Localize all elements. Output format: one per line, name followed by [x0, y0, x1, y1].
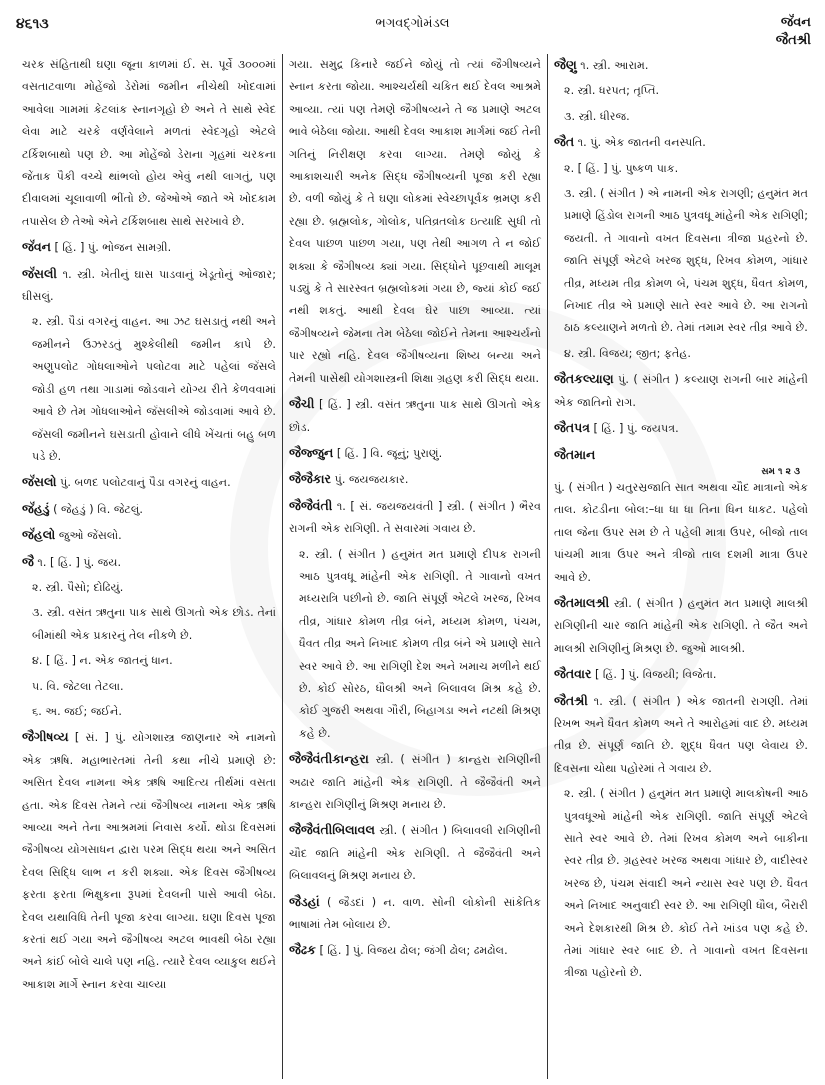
- dictionary-columns: [14, 54, 814, 1079]
- definition-text: ૧. સ્ત્રી. ખેતીનું ઘાસ પાડવાનું ખેડૂતોનું ઓજાર; ઘીસલું.: [22, 267, 276, 304]
- dictionary-entry: [554, 663, 808, 686]
- headword: જૅંવન: [22, 239, 51, 255]
- headword: જૈતવાર: [554, 666, 592, 682]
- definition-text: ૧. પું. એક જાતની વનસ્પતિ.: [577, 136, 706, 150]
- sense-definition: ૨. સ્ત્રી. ( સંગીત ) હનુમંત મત પ્રમાણે દીપક રાગની આઠ પુત્રવધૂ માંહેની એક રાગિણી. તે ગાવાનો વખત મધ્યરાત્રિ પછીનો છે. જાતિ સંપૂર્ણ એટલે ખરજ, રિખવ તીવ્ર, ગાંધાર કોમળ તીવ્ર બંને, મધ્યમ કોમળ, પંચમ, ધૈવત તીવ્ર અને નિખાદ કોમળ તીવ્ર બંને એ પ્રમાણે સાતે સ્વર આવે છે. આ રાગિણી દેશ અને ખમાચ મળીને થઈ છે. કોઈ સોરઠ, ધૌલશ્રી અને બિલાવલ મિશ્ર કહે છે. કોઈ ગુજરી અથવા ગૌરી, બિહાગડા અને નટથી મિશ્રણ કહે છે.: [299, 547, 541, 740]
- page-number: ૪૬૧૩: [16, 16, 49, 32]
- sense-definition: ૩. સ્ત્રી. ધીરજ.: [564, 109, 630, 123]
- guide-words: [776, 14, 811, 50]
- definition-text: [ હિં. ] સ્ત્રી. વસંત ઋતુના પાક સાથે ઊગતો એક છોડ.: [289, 398, 541, 434]
- headword: જૈજૈવંતીબિલાવલ: [289, 822, 375, 838]
- definition-text: ૧. [ સં. જયજયવંતી ] સ્ત્રી. ( સંગીત ) ભૈરવ રાગની એક રાગિણી. તે સવારમાં ગવાય છે.: [289, 499, 541, 536]
- headword: જૈડહાં: [289, 893, 320, 909]
- guide-word-first: જૅંવન: [780, 15, 811, 30]
- continued-paragraph: ચરક સંહિતાથી ઘણા જૂના કાળમાં ઈ. સ. પૂર્વે ૩૦૦૦માં વસતાટવાળા મોહેંજો ડેરોમાં જમીન નીચેથી ખોદવામાં આવેલા ગામમાં કેટલાંક સ્નાનગૃહો છે અને તે સાથે સ્વેદ લેવા માટે ચરકે વર્ણવેલાને મળતાં સ્વેદગૃહો એટલે ટર્કિશબાથો પણ છે. આ મોહેંજો ડેરાના ગૃહમાં ચરકના જેંતાક પૈકી વચ્ચે થાંભલો હોય એવું નથી લાગતું, પણ દીવાલમાં ચૂલાવાળી ભીંતો છે. જેઓએ જાતે એ ખોદકામ તપાસેલ છે તેઓ એને ટર્કિશબાથ સાથે સરખાવે છે.: [22, 58, 276, 228]
- column-3: [548, 54, 814, 1079]
- headword: જૈતપત્ર: [554, 420, 590, 436]
- dictionary-entry: [554, 368, 808, 414]
- definition-text: સ્ત્રી. ( સંગીત ) બિલાવલી રાગિણીની ચૌદ જાતિ માંહેની એક રાગિણી. તે જૈજૈવંતી અને બિલાવલનું મિશ્રણ મનાય છે.: [289, 824, 541, 883]
- headword: જૈ: [22, 553, 34, 569]
- dictionary-entry: [289, 891, 541, 937]
- headword: જૈગીષવ્ય: [22, 729, 69, 745]
- definition-text: ( જેહડું ) વિ. જેટલું.: [53, 502, 143, 516]
- dictionary-entry: [554, 690, 808, 781]
- headword: જૈજૈવંતીકાન્હરા: [289, 751, 369, 767]
- definition-text: પું. ( સંગીત ) કલ્યાણ રાગની બાર માંહેની એક જાતિનો રાગ.: [554, 373, 808, 409]
- dictionary-entry: [22, 498, 276, 521]
- headword: જૈતમાલશ્રી: [554, 594, 610, 610]
- sense-definition: ૨. સ્ત્રી. ( સંગીત ) હનુમંત મત પ્રમાણે માલકોષની આઠ પુત્રવધૂઓ માંહેની એક રાગિણી. જાતિ સંપૂર્ણ એટલે સાતે સ્વર આવે છે. તેમાં રિખવ કોમળ અને બાકીના સ્વર તીવ્ર છે. ગ્રહસ્વર ખરજ અથવા ગાંધાર છે, વાદીસ્વર ખરજ છે, પંચમ સંવાદી અને ન્યાસ સ્વર પણ છે. ધૈવત અને નિખાદ અનુવાદી સ્વર છે. આ રાગિણી ધૌલ, બૈરારી અને દેશકારથી મિશ્ર છે. કોઈ તેને ખાંડવ પણ કહે છે. તેમાં ગાંધાર સ્વર બાદ છે. તે ગાવાનો વખત દિવસના ત્રીજા પહોરનો છે.: [564, 787, 808, 980]
- definition-text: [ હિં. ] વિ. જૂનું; પુરાણું.: [336, 446, 443, 460]
- dictionary-entry: [289, 748, 541, 816]
- dictionary-entry: [289, 442, 541, 465]
- sense-definition: ૬. અ. જઈ; જઈને.: [32, 704, 122, 718]
- sense-definition: ૨. સ્ત્રી. પૈસો; દોઢિયું.: [32, 580, 124, 594]
- sense-definition: ૪. સ્ત્રી. વિજય; જીત; ફતેહ.: [564, 346, 691, 360]
- definition-text: [ હિં. ] પું. ભોજન સામગ્રી.: [54, 241, 172, 255]
- headword: જૈજૈવંતી: [289, 497, 333, 513]
- dictionary-entry: [289, 819, 541, 887]
- dictionary-entry: [554, 592, 808, 660]
- dictionary-entry: [554, 54, 808, 77]
- headword: જૈજ્જુન: [289, 444, 334, 460]
- dictionary-entry: [554, 131, 808, 154]
- tala-beat-marks: સમ ૧ ૨ ૩: [761, 466, 800, 477]
- sense-definition: ૩. સ્ત્રી. વસંત ઋતુના પાક સાથે ઊગતો એક છોડ. તેનાં બીમાંથી એક પ્રકારનું તેલ નીકળે છે.: [32, 606, 276, 642]
- definition-text: [ હિં. ] પું. વિજયી; વિજેતા.: [595, 668, 717, 682]
- headword: જૈત: [554, 134, 575, 150]
- sense-definition: ૩. સ્ત્રી. ( સંગીત ) એ નામની એક રાગણી; હનુમંત મત પ્રમાણે હિંડોલ રાગની આઠ પુત્રવધૂ માંહેની એક રાગિણી; જયતી. તે ગાવાનો વખત દિવસના ત્રીજા પ્રહરનો છે. જાતિ સંપૂર્ણ એટલે ખરજ શુદ્ધ, રિખવ કોમળ, ગાંધાર તીવ્ર, મધ્યમ તીવ્ર કોમળ બે, પંચમ શુદ્ધ, ધૈવત કોમળ, નિખાદ તીવ્ર એ પ્રમાણે સાતે સ્વર આવે છે. આ રાગનો ઠાઠ કલ્યાણને મળતો છે. તેમાં તમામ સ્વર તીવ્ર આવે છે.: [564, 187, 808, 335]
- dictionary-entry: [554, 444, 808, 589]
- definition-text: [ હિં. ] પું. જયપત્ર.: [593, 422, 679, 436]
- headword: જૈતમાન: [554, 446, 596, 462]
- headword: જૈતશ્રી: [554, 692, 588, 708]
- definition-text: ૧. [ હિં. ] પું. જય.: [37, 555, 122, 569]
- headword: જૈતકલ્યાણ: [554, 371, 614, 387]
- headword: જૈઢક: [289, 942, 316, 958]
- definition-text: સ્ત્રી. ( સંગીત ) હનુમંત મત પ્રમાણે માલશ્રી રાગિણીની ચાર જાતિ માંહેની એક રાગિણી. તે જૈત અને માલશ્રી રાગિણીનું મિશ્રણ છે. જુઓ માલશ્રી.: [554, 596, 808, 655]
- continued-paragraph: ગયા. સમુદ્ર કિનારે જઈને જોયું તો ત્યાં જૈગીષવ્યને સ્નાન કરતા જોયા. આશ્ચર્યથી ચકિત થઈ દેવલ આશ્રમે આવ્યા. ત્યાં પણ તેમણે જૈગીષવ્યને તે જ પ્રમાણે અટલ ભાવે બેઠેલા જોયા. આથી દેવલ આકાશ માર્ગમાં જઈ તેની ગતિનું નિરીક્ષણ કરવા લાગ્યા. તેમણે જોયું કે આકાશચારી અનેક સિદ્ધ જૈગીષવ્યની પૂજા કરી રહ્યા છે. વળી જોયું કે તે ઘણા લોકમાં સ્વેચ્છાપૂર્વક ભ્રમણ કરી રહ્યા છે. બ્રહ્મલોક, ગોલોક, પતિવ્રતલોક ઇત્યાદિ સુધી તો દેવલ પાછળ પાછળ ગયા, પણ તેથી આગળ તે ન જોઈ શક્યા કે જૈગીષવ્ય ક્યાં ગયા. સિદ્ધોને પૂછવાથી માલૂમ પડ્યું કે તે સારસ્વત બ્રહ્મલોકમાં ગયા છે, જ્યાં કોઈ જઈ નથી શકતું. આથી દેવલ ઘેર પાછા આવ્યા. ત્યાં જૈગીષવ્યને જેમના તેમ બેઠેલા જોઈને તેમના આશ્ચર્યનો પાર રહ્યો નહિ. દેવલ જૈગીષવ્યના શિષ્ય બન્યા અને તેમની પાસેથી યોગશાસ્ત્રની શિક્ષા ગ્રહણ કરી સિદ્ધ થયા.: [289, 58, 541, 385]
- sense-definition: ૪. [ હિં. ] ન. એક જાતનું ધાન.: [32, 654, 173, 668]
- definition-text: ૧. સ્ત્રી. આરામ.: [580, 59, 649, 72]
- dictionary-entry: [289, 495, 541, 541]
- definition-text: ૧. સ્ત્રી. ( સંગીત ) એક જાતની રાગણી. તેમાં રિખભ અને ધૈવત કોમળ અને તે આરોહમાં વાદ છે. મધ્યમ તીવ્ર છે. સંપૂર્ણ જાતિ છે. શુદ્ધ ધૈવત પણ લેવાય છે. દિવસના ચોથા પહોરમાં તે ગવાય છે.: [554, 694, 808, 775]
- dictionary-entry: [289, 939, 541, 962]
- sense-definition: ૨. સ્ત્રી. ધરપત; તૃપ્તિ.: [564, 84, 660, 98]
- headword: જૈચી: [289, 396, 315, 412]
- definition-text: પું. ( સંગીત ) ચતુરસ્રજાતિ સાત અથવા ચૌદ માત્રાનો એક તાલ. કોટડીના બોલ:–ધા ધા ધા તિના ધિન ધાકટ. પહેલો તાલ જેના ઉપર સમ છે તે પહેલી માત્રા ઉપર, બીજો તાલ પાંચમી માત્રા ઉપર અને ત્રીજો તાલ દશમી માત્રા ઉપર આવે છે.: [554, 480, 808, 584]
- headword: જૅંસલી: [22, 265, 57, 281]
- sense-definition: ૫. વિ. જેટલા તેટલા.: [32, 679, 124, 693]
- dictionary-entry: [289, 468, 541, 491]
- dictionary-entry: [289, 393, 541, 439]
- definition-text: પું. બળદ પલોટવાનું પૈડા વગરનું વાહન.: [60, 476, 231, 490]
- book-title: ભગવદ્ગોમંડલ: [375, 16, 450, 31]
- headword: જૈણુ: [554, 57, 577, 72]
- dictionary-entry: [22, 524, 276, 547]
- dictionary-entry: [22, 551, 276, 574]
- dictionary-entry: [22, 471, 276, 494]
- dictionary-entry: [22, 726, 276, 996]
- guide-word-last: જૈતશ્રી: [775, 33, 811, 48]
- definition-text: [ હિં. ] પું. વિજય ઢોલ; જંગી ઢોલ; ઢમઢોલ.: [319, 944, 508, 958]
- dictionary-entry: [22, 263, 276, 309]
- headword: જૅંહલો: [22, 527, 56, 543]
- definition-text: પું. જયજયકાર.: [334, 473, 409, 487]
- sense-definition: ૨. સ્ત્રી. પૈડાં વગરનું વાહન. આ ઝટ ઘસડાતું નથી અને જમીનને ઉઝરડતું મુશ્કેલીથી જમીન કાપે છે. અણુપલોટ ગોધલાઓને પલોટવા માટે પહેલાં જૅંસલે જોડી હળ તથા ગાડામાં જોડવાને યોગ્ય રીતે કેળવવામાં આવે છે તેમ ગોધલાઓને જૅંસલીએ જોડવામાં આવે છે. જૅંસલી જમીનને ઘસડાતી હોવાને લીધે ખેંચતાં બહુ બળ પડે છે.: [32, 315, 276, 463]
- sense-definition: ૨. [ હિં. ] પું. પુષ્કળ પાક.: [564, 161, 679, 175]
- definition-text: [ સં. ] પું. યોગશાસ્ત્ર જાણનાર એ નામનો એક ઋષિ. મહાભારતમાં તેની કથા નીચે પ્રમાણે છે: અસિત દેવલ નામના એક ઋષિ આદિત્ય તીર્થમાં વસતા હતા. એક દિવસ તેમને ત્યાં જૈગીષવ્ય નામના એક ઋષિ આવ્યા અને તેના આશ્રમમાં નિવાસ કર્યો. થોડા દિવસમાં જૈગીષવ્ય યોગસાધન દ્વારા પરમ સિદ્ધ થયા અને અસિત દેવલ સિદ્ધિ લાભ ન કરી શક્યા. એક દિવસ જૈગીષવ્ય ફરતા ફરતા ભિક્ષુકના રૂપમાં દેવલની પાસે આવી બેઠા. દેવલ યથાવિધિ તેની પૂજા કરવા લાગ્યા. ઘણા દિવસ પૂજા કરતાં થઈ ગયા અને જૈગીષવ્ય અટલ ભાવથી બેઠા રહ્યા અને કાંઈ બોલે ચાલે પણ નહિ. ત્યારે દેવલ વ્યાકુલ થઈને આકાશ માર્ગે સ્નાન કરવા ચાલ્યા: [22, 731, 276, 991]
- dictionary-entry: [554, 417, 808, 440]
- column-1: [14, 54, 282, 1079]
- column-2: [282, 54, 548, 1079]
- headword: જૈજૈકાર: [289, 471, 332, 487]
- definition-text: જુઓ જેંસલો.: [58, 529, 122, 543]
- dictionary-entry: [22, 236, 276, 259]
- page-header: [0, 0, 825, 58]
- definition-text: ( જૈડદાં ) ન. વાળ. સોની લોકોની સાંકેતિક ભાષામાં તેમ બોલાય છે.: [289, 895, 541, 932]
- definition-text: સ્ત્રી. ( સંગીત ) કાન્હરા રાગિણીની અઢાર જાતિ માંહેની એક રાગિણી. તે જૈજૈવંતી અને કાન્હરા રાગિણીનું મિશ્રણ મનાય છે.: [289, 753, 541, 811]
- headword: જૅંહડું: [22, 500, 50, 516]
- headword: જૅંસલો: [22, 474, 57, 490]
